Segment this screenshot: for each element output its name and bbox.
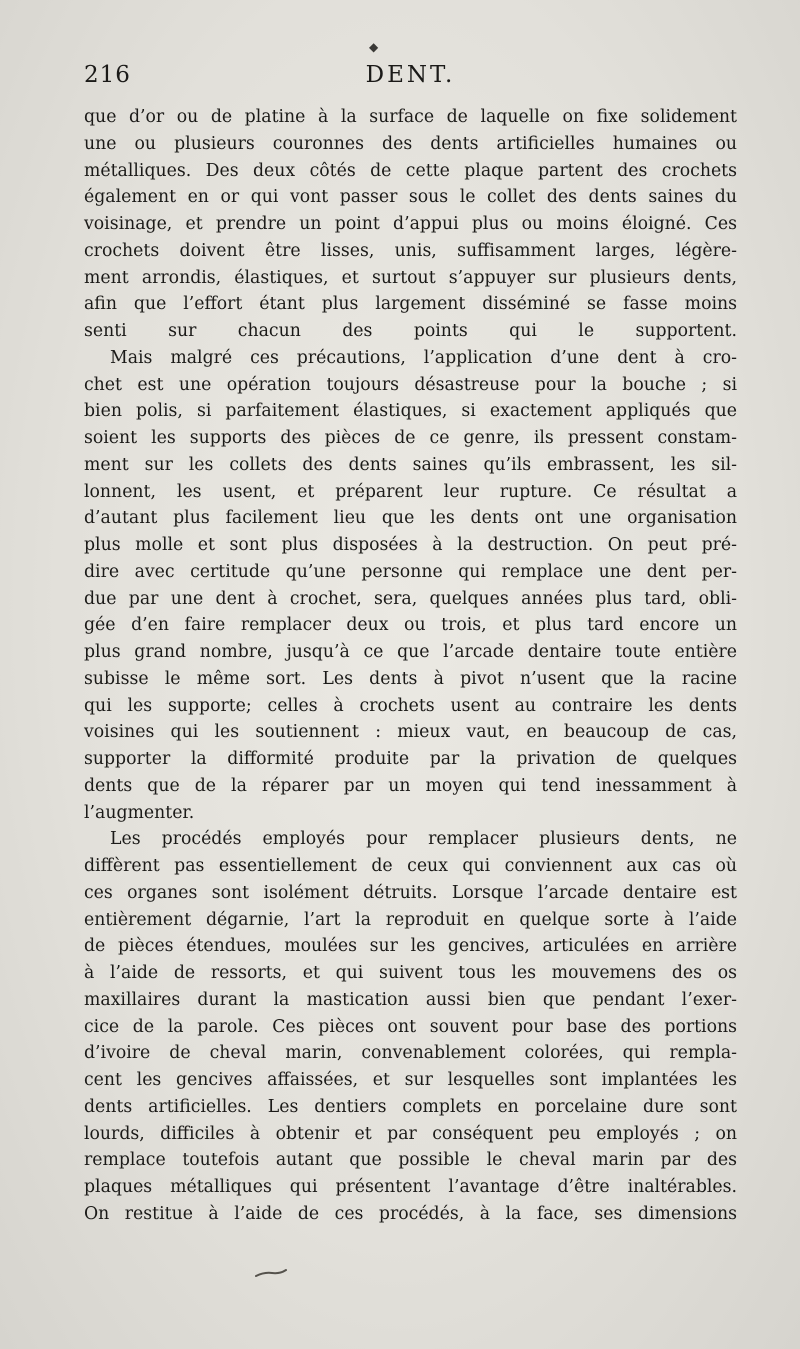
text-line: afin que l’effort étant plus largement disséminé se fasse moins [84, 294, 737, 315]
text-line: maxillaires durant la mastication aussi bien que pendant l’exer- [84, 989, 737, 1010]
text-line: voisinage, et prendre un point d’appui plus ou moins éloigné. Ces [84, 214, 737, 234]
text-line: entièrement dégarnie, l’art la reproduit en quelque sorte à l’aide [84, 909, 737, 930]
text-line: que d’or ou de platine à la surface de laquelle on fixe solidement [84, 107, 737, 127]
text-line: cent les gencives affaissées, et sur lesquelles sont implantées les [84, 1070, 737, 1090]
text-line: une ou plusieurs couronnes des dents artificielles humaines ou [84, 133, 737, 154]
text-line: d’autant plus facilement lieu que les dents ont une organisation [84, 508, 737, 529]
text-line: dents artificielles. Les dentiers complets en porcelaine dure sont [84, 1096, 737, 1117]
paragraph [84, 345, 737, 827]
text-line: crochets doivent être lisses, unis, suffisamment larges, légère- [84, 240, 737, 261]
text-line: métalliques. Des deux côtés de cette plaque partent des crochets [84, 160, 737, 181]
text-line: qui les supporte; celles à crochets usent au contraire les dents [84, 695, 737, 716]
text-line: plaques métalliques qui présentent l’avantage d’être inaltérables. [84, 1177, 737, 1197]
running-title: DENT. [365, 62, 456, 88]
paragraph [84, 826, 737, 1227]
text-line: supporter la difformité produite par la privation de quelques [84, 749, 737, 769]
text-line: chet est une opération toujours désastreuse pour la bouche ; si [84, 374, 737, 395]
text-line: dire avec certitude qu’une personne qui remplace une dent per- [84, 561, 737, 582]
ink-speck-icon: ◆ [369, 40, 379, 54]
text-line: gée d’en faire remplacer deux ou trois, et plus tard encore un [84, 615, 737, 636]
page-number: 216 [84, 62, 131, 88]
text-line: remplace toutefois autant que possible le cheval marin par des [84, 1150, 737, 1171]
text-line: Les procédés employés pour remplacer plusieurs dents, ne [110, 829, 737, 850]
body-text [84, 104, 737, 1228]
text-line: On restitue à l’aide de ces procédés, à la face, ses dimensions [84, 1203, 737, 1224]
text-line: Mais malgré ces précautions, l’application d’une dent à cro- [110, 347, 737, 368]
text-line: à l’aide de ressorts, et qui suivent tous les mouvemens des os [84, 963, 737, 983]
text-line: bien polis, si parfaitement élastiques, si exactement appliqués que [84, 401, 737, 422]
text-line: lourds, difficiles à obtenir et par conséquent peu employés ; on [84, 1123, 737, 1144]
text-line: d’ivoire de cheval marin, convenablement colorées, qui rempla- [84, 1043, 737, 1064]
text-line: soient les supports des pièces de ce genre, ils pressent constam- [84, 428, 737, 448]
text-line: subisse le même sort. Les dents à pivot n’usent que la racine [84, 668, 737, 689]
text-line: diffèrent pas essentiellement de ceux qui conviennent aux cas où [84, 856, 737, 876]
text-line: plus molle et sont plus disposées à la destruction. On peut pré- [84, 535, 737, 555]
text-line: de pièces étendues, moulées sur les gencives, articulées en arrière [84, 936, 737, 957]
text-line: due par une dent à crochet, sera, quelques années plus tard, obli- [84, 588, 737, 609]
text-line: lonnent, les usent, et préparent leur rupture. Ce résultat a [84, 481, 737, 502]
text-line: dents que de la réparer par un moyen qui tend inessamment à [84, 775, 737, 796]
running-head [84, 62, 737, 98]
text-line: ces organes sont isolément détruits. Lorsque l’arcade dentaire est [84, 882, 737, 903]
text-line: voisines qui les soutiennent : mieux vaut, en beaucoup de cas, [84, 722, 737, 743]
text-line: cice de la parole. Ces pièces ont souvent pour base des portions [84, 1016, 737, 1037]
text-line: l’augmenter. [84, 802, 195, 823]
ink-blot-icon [254, 1268, 288, 1278]
text-line: également en or qui vont passer sous le collet des dents saines du [84, 187, 737, 208]
text-line: plus grand nombre, jusqu’à ce que l’arcade dentaire toute entière [84, 642, 737, 662]
text-line: ment arrondis, élastiques, et surtout s’appuyer sur plusieurs dents, [84, 267, 737, 288]
text-line: senti sur chacun des points qui le supportent. [84, 321, 737, 341]
paragraph [84, 104, 737, 345]
text-line: ment sur les collets des dents saines qu’ils embrassent, les sil- [84, 454, 737, 475]
